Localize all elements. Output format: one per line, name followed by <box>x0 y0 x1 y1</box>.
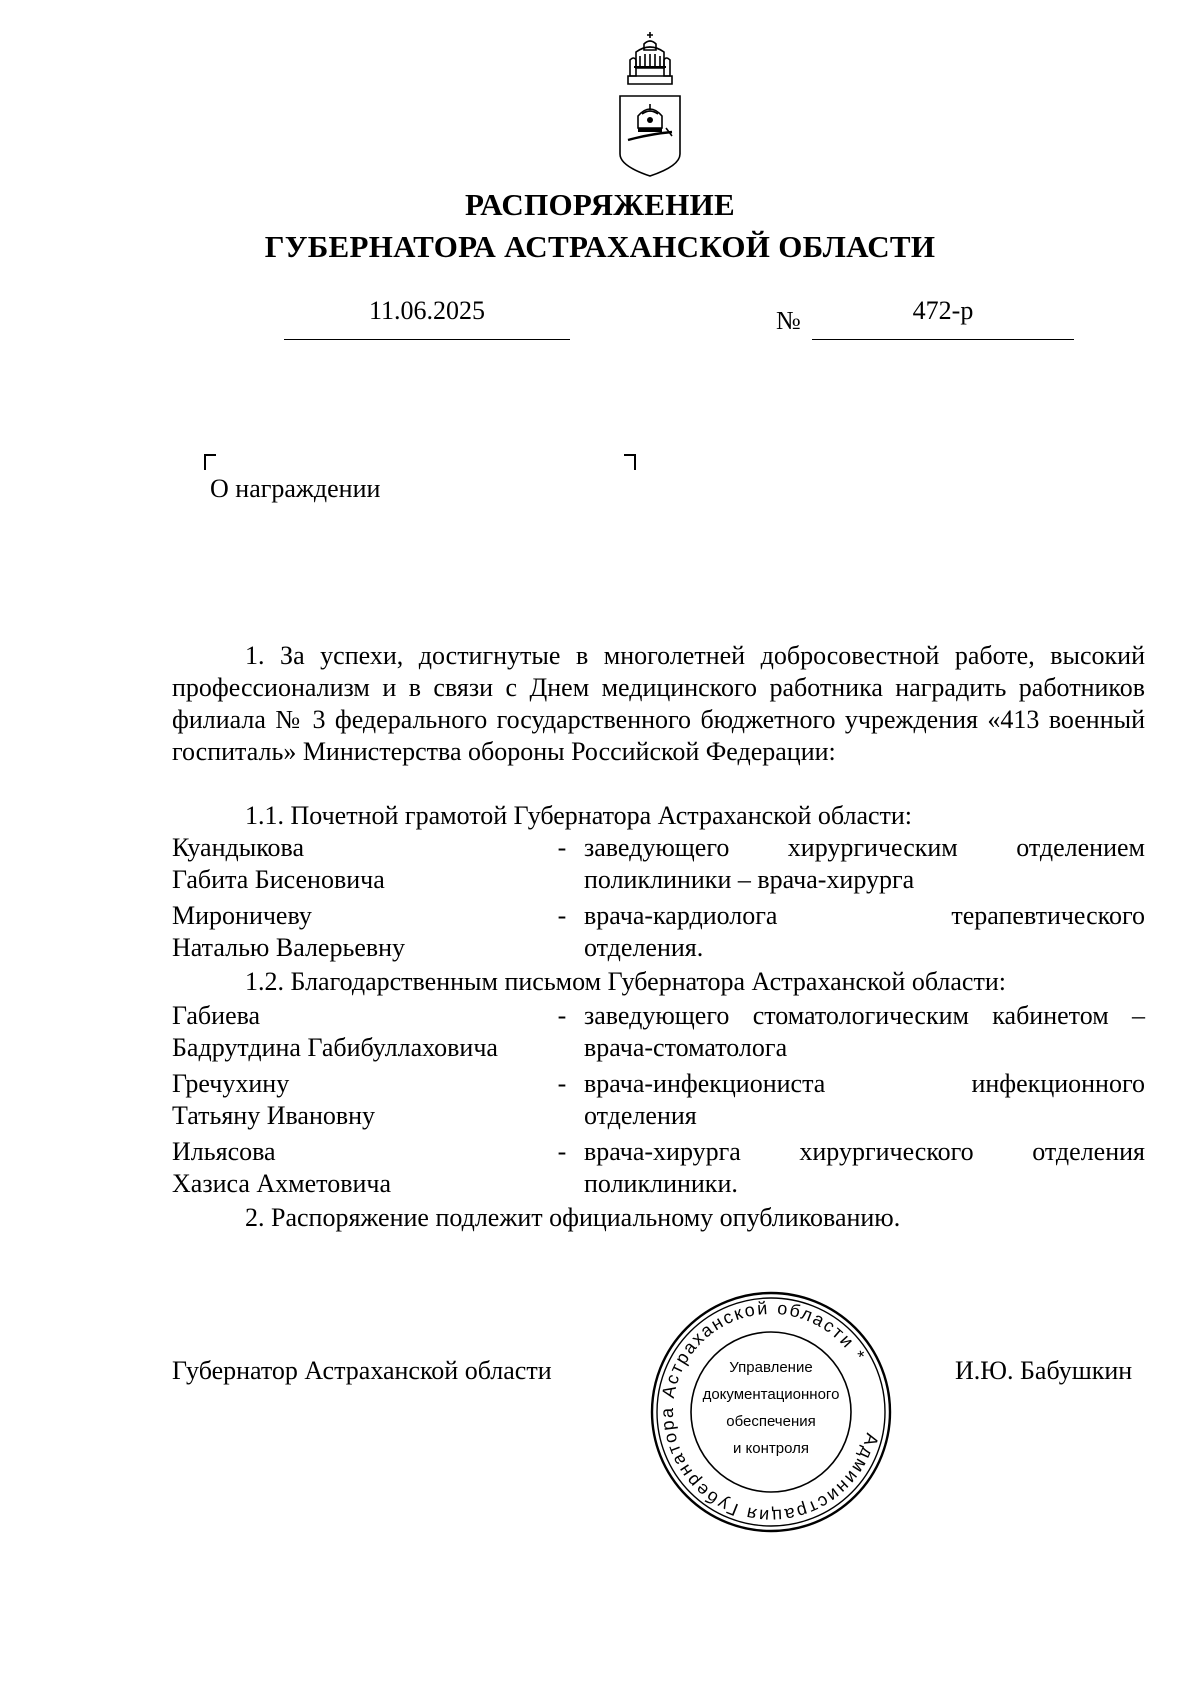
awardee-name: Габиева Бадрутдина Габибуллаховича <box>172 1001 498 1062</box>
signatory-name: И.Ю. Бабушкин <box>955 1356 1133 1385</box>
seal-center-text: Управление документационного обеспечения и контроля <box>702 1359 840 1457</box>
number-sign: № <box>776 306 801 335</box>
row-dash: - <box>557 833 567 862</box>
date-underline <box>284 339 570 340</box>
awardee-position: врача-кардиолога терапевтического отделения. <box>584 901 1145 962</box>
section-1-1-heading: 1.1. Почетной грамотой Губернатора Астраханской области: <box>245 801 913 830</box>
section-1-2-heading: 1.2. Благодарственным письмом Губернатора Астраханской области: <box>245 967 1006 996</box>
document-date: 11.06.2025 <box>368 296 486 325</box>
awardee-position: заведующего хирургическим отделением поликлиники – врача-хирурга <box>584 833 1145 894</box>
paragraph-1: 1. За успехи, достигнутые в многолетней добросовестной работе, высокий профессионализм и в связи с Днем медицинского работника наградить работников филиала № 3 федерального государственного бюджетного учреждения «413 военный госпиталь» Министерства обороны Российской Федерации: <box>172 641 1145 766</box>
document-title: РАСПОРЯЖЕНИЕ <box>464 187 736 222</box>
award-row <box>172 900 1145 964</box>
signatory-role: Губернатор Астраханской области <box>172 1356 552 1385</box>
award-row <box>172 1000 1145 1064</box>
paragraph-2: 2. Распоряжение подлежит официальному опубликованию. <box>245 1203 901 1232</box>
awardee-position: заведующего стоматологическим кабинетом – врача-стоматолога <box>584 1001 1145 1062</box>
subject-corner-right <box>624 454 636 470</box>
awardee-name: Мироничеву Наталью Валерьевну <box>172 901 406 962</box>
subject-corner-left <box>204 454 216 470</box>
row-dash: - <box>557 1001 567 1030</box>
document-subject: О награждении <box>210 474 381 503</box>
awardee-name: Гречухину Татьяну Ивановну <box>172 1069 376 1130</box>
award-row <box>172 1068 1145 1132</box>
row-dash: - <box>557 901 567 930</box>
award-row <box>172 832 1145 896</box>
coat-of-arms-icon <box>614 30 686 178</box>
row-dash: - <box>557 1137 567 1166</box>
document-issuer: ГУБЕРНАТОРА АСТРАХАНСКОЙ ОБЛАСТИ <box>264 229 936 264</box>
awardee-name: Куандыкова Габита Бисеновича <box>172 833 385 894</box>
document-number: 472-р <box>912 296 974 325</box>
award-row <box>172 1136 1145 1200</box>
awardee-position: врача-инфекциониста инфекционного отделения <box>584 1069 1145 1130</box>
awardee-position: врача-хирурга хирургического отделения поликлиники. <box>584 1137 1145 1198</box>
number-underline <box>812 339 1074 340</box>
row-dash: - <box>557 1069 567 1098</box>
seal-ring-text: Администрация Губернатора Астраханской области * <box>656 1297 883 1527</box>
awardee-name: Ильясова Хазиса Ахметовича <box>172 1137 391 1198</box>
